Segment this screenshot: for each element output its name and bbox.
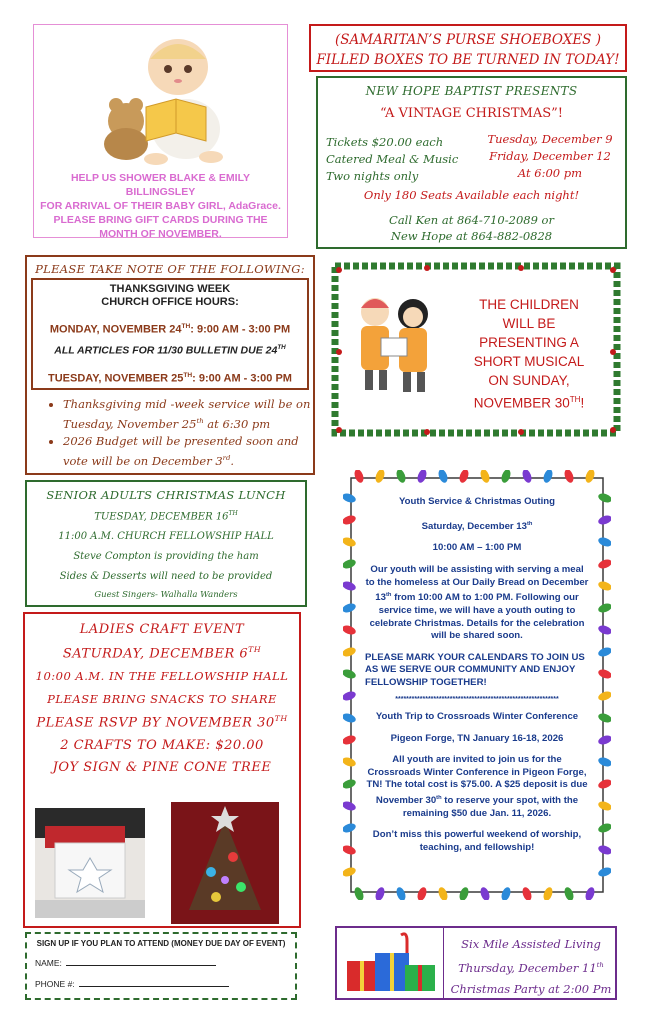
youth-mark-calendars: PLEASE MARK YOUR CALENDARS TO JOIN US AS WE SERVE OUR COMMUNITY AND ENJOY FELLOWSHIP TOGETHER! [365,651,585,688]
light-bulb-icon [395,886,407,900]
light-bulb-icon [597,624,611,636]
gift-boxes-illustration [341,931,441,997]
light-bulb-icon [521,886,533,900]
youth-p1-end: from 10:00 AM to 1:00 PM. Following our service time, we will have a youth outing to celebrate Christmas. Details for the celebration will be shared soon. [369,592,585,642]
senior-ham: Steve Compton is providing the ham [73,551,259,563]
bullet-1-text: Thanksgiving mid -week service will be on Tuesday, November 25 [63,397,311,431]
children-line-6-sup: TH [569,395,581,404]
thanksgiving-notice [25,255,315,475]
new-hope-dates [483,131,617,182]
children-line-1: THE CHILDREN [479,297,579,312]
light-bulb-icon [597,646,611,658]
shower-line-2: FOR ARRIVAL OF THEIR BABY GIRL, AdaGrace. [40,200,281,212]
children-line-3: PRESENTING A [479,335,579,350]
craft-items: JOY SIGN & PINE CONE TREE [52,759,272,775]
light-bulb-icon [416,886,428,900]
light-bulb-icon [343,646,357,658]
light-bulb-icon [343,514,357,526]
monday-sup: TH [181,323,191,330]
children-line-6-end: ! [580,395,585,411]
children-line-6-text: NOVEMBER 30 [473,395,570,411]
new-hope-date: Friday, December 12 [489,149,611,163]
light-bulb-icon [343,712,357,724]
light-bulb-icon [395,470,407,484]
articles-due [33,344,307,357]
light-bulb-icon [597,558,611,570]
bullet-2-text: 2026 Budget will be presented soon and vote will be on December 3 [63,433,299,468]
light-bulb-icon [500,886,512,900]
shower-line-4: MONTH OF NOVEMBER. [99,228,222,240]
youth-paragraph-1 [365,564,589,643]
light-bulb-icon [479,886,491,900]
light-bulb-icon [353,886,365,900]
light-bulb-icon [458,470,470,484]
office-hours-title-2: CHURCH OFFICE HOURS: [101,296,239,308]
light-bulb-icon [584,886,596,900]
six-mile-party [335,926,617,1000]
bullet-1-end: at 6:30 pm [203,416,271,431]
bullet-2-end: . [230,453,235,468]
office-hours-title-1: THANKSGIVING WEEK [109,283,231,295]
light-bulb-icon [500,470,512,484]
light-bulb-icon [597,536,611,548]
youth-text [365,492,589,855]
new-hope-contact [318,212,625,244]
samaritan-line-2: FILLED BOXES TO BE TURNED IN TODAY! [316,52,620,68]
light-bulb-icon [343,624,357,636]
light-bulb-icon [343,778,357,790]
light-bulb-icon [374,470,386,484]
youth-p1-sup: th [385,592,392,599]
new-hope-detail: Catered Meal & Music [326,152,459,166]
name-field[interactable] [35,958,216,968]
light-bulb-icon [597,734,611,746]
youth-title: Youth Service & Christmas Outing [398,496,555,507]
craft-rsvp-sup: TH [274,714,288,724]
new-hope-call-2: New Hope at 864-882-0828 [390,229,553,243]
monday-time: : 9:00 AM - 3:00 PM [190,323,291,336]
light-bulb-icon [597,690,611,702]
six-mile-text [447,934,615,1000]
new-hope-title: “A VINTAGE CHRISTMAS”! [379,106,563,121]
light-bulb-icon [343,690,357,702]
light-bulb-icon [343,734,357,746]
new-hope-detail: Tickets $20.00 each [326,135,444,149]
craft-rsvp-text: PLEASE RSVP BY NOVEMBER 30 [36,715,275,731]
new-hope-details [326,134,458,185]
light-bulb-icon [437,470,449,484]
youth-divider: ************************************************************ [395,695,559,703]
senior-singers: Guest Singers- Walhalla Wanders [94,590,238,601]
senior-title: SENIOR ADULTS CHRISTMAS LUNCH [46,488,286,502]
tuesday-hours [33,372,307,385]
light-bulb-icon [416,470,428,484]
light-bulb-icon [597,756,611,768]
light-bulb-icon [374,886,386,900]
craft-date-sup: TH [248,645,262,654]
senior-date-text: TUESDAY, DECEMBER 16 [94,511,229,523]
note-bullets [41,396,313,470]
samaritan-line-1: (SAMARITAN’S PURSE SHOEBOXES ) [335,32,601,48]
youth-p2-end: to reserve your spot, with the remaining $50 due Jan. 11, 2026. [402,795,579,819]
caroling-children-illustration [345,290,445,410]
new-hope-vintage-christmas [316,76,627,249]
six-mile-date: Thursday, December 11 [458,960,597,975]
light-bulb-icon [597,492,611,504]
light-bulb-icon [597,602,611,614]
light-bulb-icon [597,668,611,680]
phone-field[interactable] [35,979,229,989]
craft-snacks: PLEASE BRING SNACKS TO SHARE [47,692,277,707]
youth-p2-sup: th [436,795,442,802]
light-bulb-icon [597,866,611,878]
craft-title: LADIES CRAFT EVENT [79,622,245,637]
new-hope-call-1: Call Ken at 864-710-2089 or [389,213,554,227]
light-bulb-icon [597,514,611,526]
light-bulb-icon [597,712,611,724]
articles-sup: TH [277,343,286,351]
senior-date-sup: TH [228,510,238,517]
articles-text: ALL ARTICLES FOR 11/30 BULLETIN DUE 24 [54,344,278,357]
youth-date-text: Saturday, December 13 [421,520,527,532]
light-bulb-icon [458,886,470,900]
craft-cost: 2 CRAFTS TO MAKE: $20.00 [60,737,264,753]
light-bulb-icon [343,866,357,878]
new-hope-seats: Only 180 Seats Available each night! [363,188,580,202]
senior-date [27,510,305,522]
new-hope-heading: NEW HOPE BAPTIST PRESENTS [365,84,578,98]
light-bulb-icon [479,470,491,484]
light-bulb-icon [343,822,357,834]
senior-sides: Sides & Desserts will need to be provided [59,571,273,583]
light-bulb-icon [343,756,357,768]
tuesday-time: : 9:00 AM - 3:00 PM [192,372,292,385]
light-bulb-icon [521,470,533,484]
new-hope-date: Tuesday, December 9 [487,132,613,146]
phone-line[interactable] [79,986,229,987]
light-bulb-icon [343,668,357,680]
six-mile-line-3: Christmas Party at 2:00 Pm [450,981,612,996]
youth-paragraph-2 [365,754,589,820]
children-line-5: ON SUNDAY, [488,373,570,388]
light-bulb-icon [343,844,357,856]
monday-day: MONDAY, NOVEMBER 24 [49,323,182,336]
light-bulb-icon [343,580,357,592]
children-line-2: WILL BE [502,316,556,331]
light-bulb-icon [597,800,611,812]
craft-date-text: SATURDAY, DECEMBER 6 [62,646,249,662]
light-bulb-icon [343,602,357,614]
youth-p2-text: All youth are invited to join us for the Crossroads Winter Conference in Pigeon Forge, TN! The total cost is $75.00. A $25 deposit is due November 30 [366,754,588,807]
list-item [63,433,313,470]
ladies-craft-event [23,612,301,928]
craft-rsvp [25,714,299,730]
light-bulb-icon [597,844,611,856]
name-label: NAME: [35,958,62,968]
youth-trip-title: Youth Trip to Crossroads Winter Conference [375,711,579,723]
youth-date [365,518,589,534]
light-bulb-icon [542,470,554,484]
note-heading: PLEASE TAKE NOTE OF THE FOLLOWING: [35,262,305,276]
senior-place: 11:00 A.M. CHURCH FELLOWSHIP HALL [58,531,274,543]
signup-form [25,932,297,1000]
monday-hours [33,323,307,336]
children-line-4: SHORT MUSICAL [473,354,585,369]
youth-p1-text: Our youth will be assisting with serving a meal to the homeless at Our Daily Bread on December 13 [365,563,589,604]
light-bulb-icon [437,886,449,900]
light-bulb-icon [353,470,365,484]
shower-line-3: PLEASE BRING GIFT CARDS DURING THE [53,214,268,226]
list-item [63,396,313,433]
light-bulb-icon [563,886,575,900]
youth-announcements [343,470,611,900]
youth-date-sup: th [526,520,533,527]
children-musical-notice [331,262,621,437]
baby-reading-illustration [86,29,236,169]
light-bulb-icon [343,800,357,812]
children-line-6 [449,390,609,413]
youth-trip-place: Pigeon Forge, TN January 16-18, 2026 [390,732,564,744]
tuesday-sup: TH [183,372,193,380]
tuesday-day: TUESDAY, NOVEMBER 25 [48,372,184,385]
light-bulb-icon [343,536,357,548]
new-hope-detail: Two nights only [326,169,419,183]
name-line[interactable] [66,965,216,966]
light-bulb-icon [584,470,596,484]
six-mile-date-sup: th [596,961,604,969]
joy-sign-photo [35,808,145,918]
light-bulb-icon [343,558,357,570]
light-bulb-icon [597,778,611,790]
samaritans-purse-notice [309,24,627,72]
phone-label: PHONE #: [35,979,75,989]
office-hours-box [31,278,309,390]
baby-shower-notice [33,24,288,238]
bullet-2-sup: rd [222,453,231,462]
shower-line-1: HELP US SHOWER BLAKE & EMILY BILLINGSLEY [70,172,251,198]
new-hope-date: At 6:00 pm [517,166,583,180]
light-bulb-icon [597,822,611,834]
youth-time: 10:00 AM – 1:00 PM [432,542,522,554]
senior-adults-lunch [25,480,307,607]
six-mile-line-2 [447,955,615,979]
pine-cone-tree-photo [171,802,279,924]
craft-place: 10:00 A.M. IN THE FELLOWSHIP HALL [35,669,289,684]
craft-date [25,645,299,661]
six-mile-divider [443,928,444,998]
bullet-1-sup: th [196,417,204,425]
children-text [449,295,609,413]
youth-paragraph-3: Don’t miss this powerful weekend of worship, teaching, and fellowship! [372,829,582,854]
light-bulb-icon [343,492,357,504]
light-bulb-icon [563,470,575,484]
light-bulb-icon [597,580,611,592]
six-mile-line-1: Six Mile Assisted Living [461,937,601,951]
light-bulb-icon [542,886,554,900]
signup-title: SIGN UP IF YOU PLAN TO ATTEND (MONEY DUE DAY OF EVENT) [36,939,286,948]
